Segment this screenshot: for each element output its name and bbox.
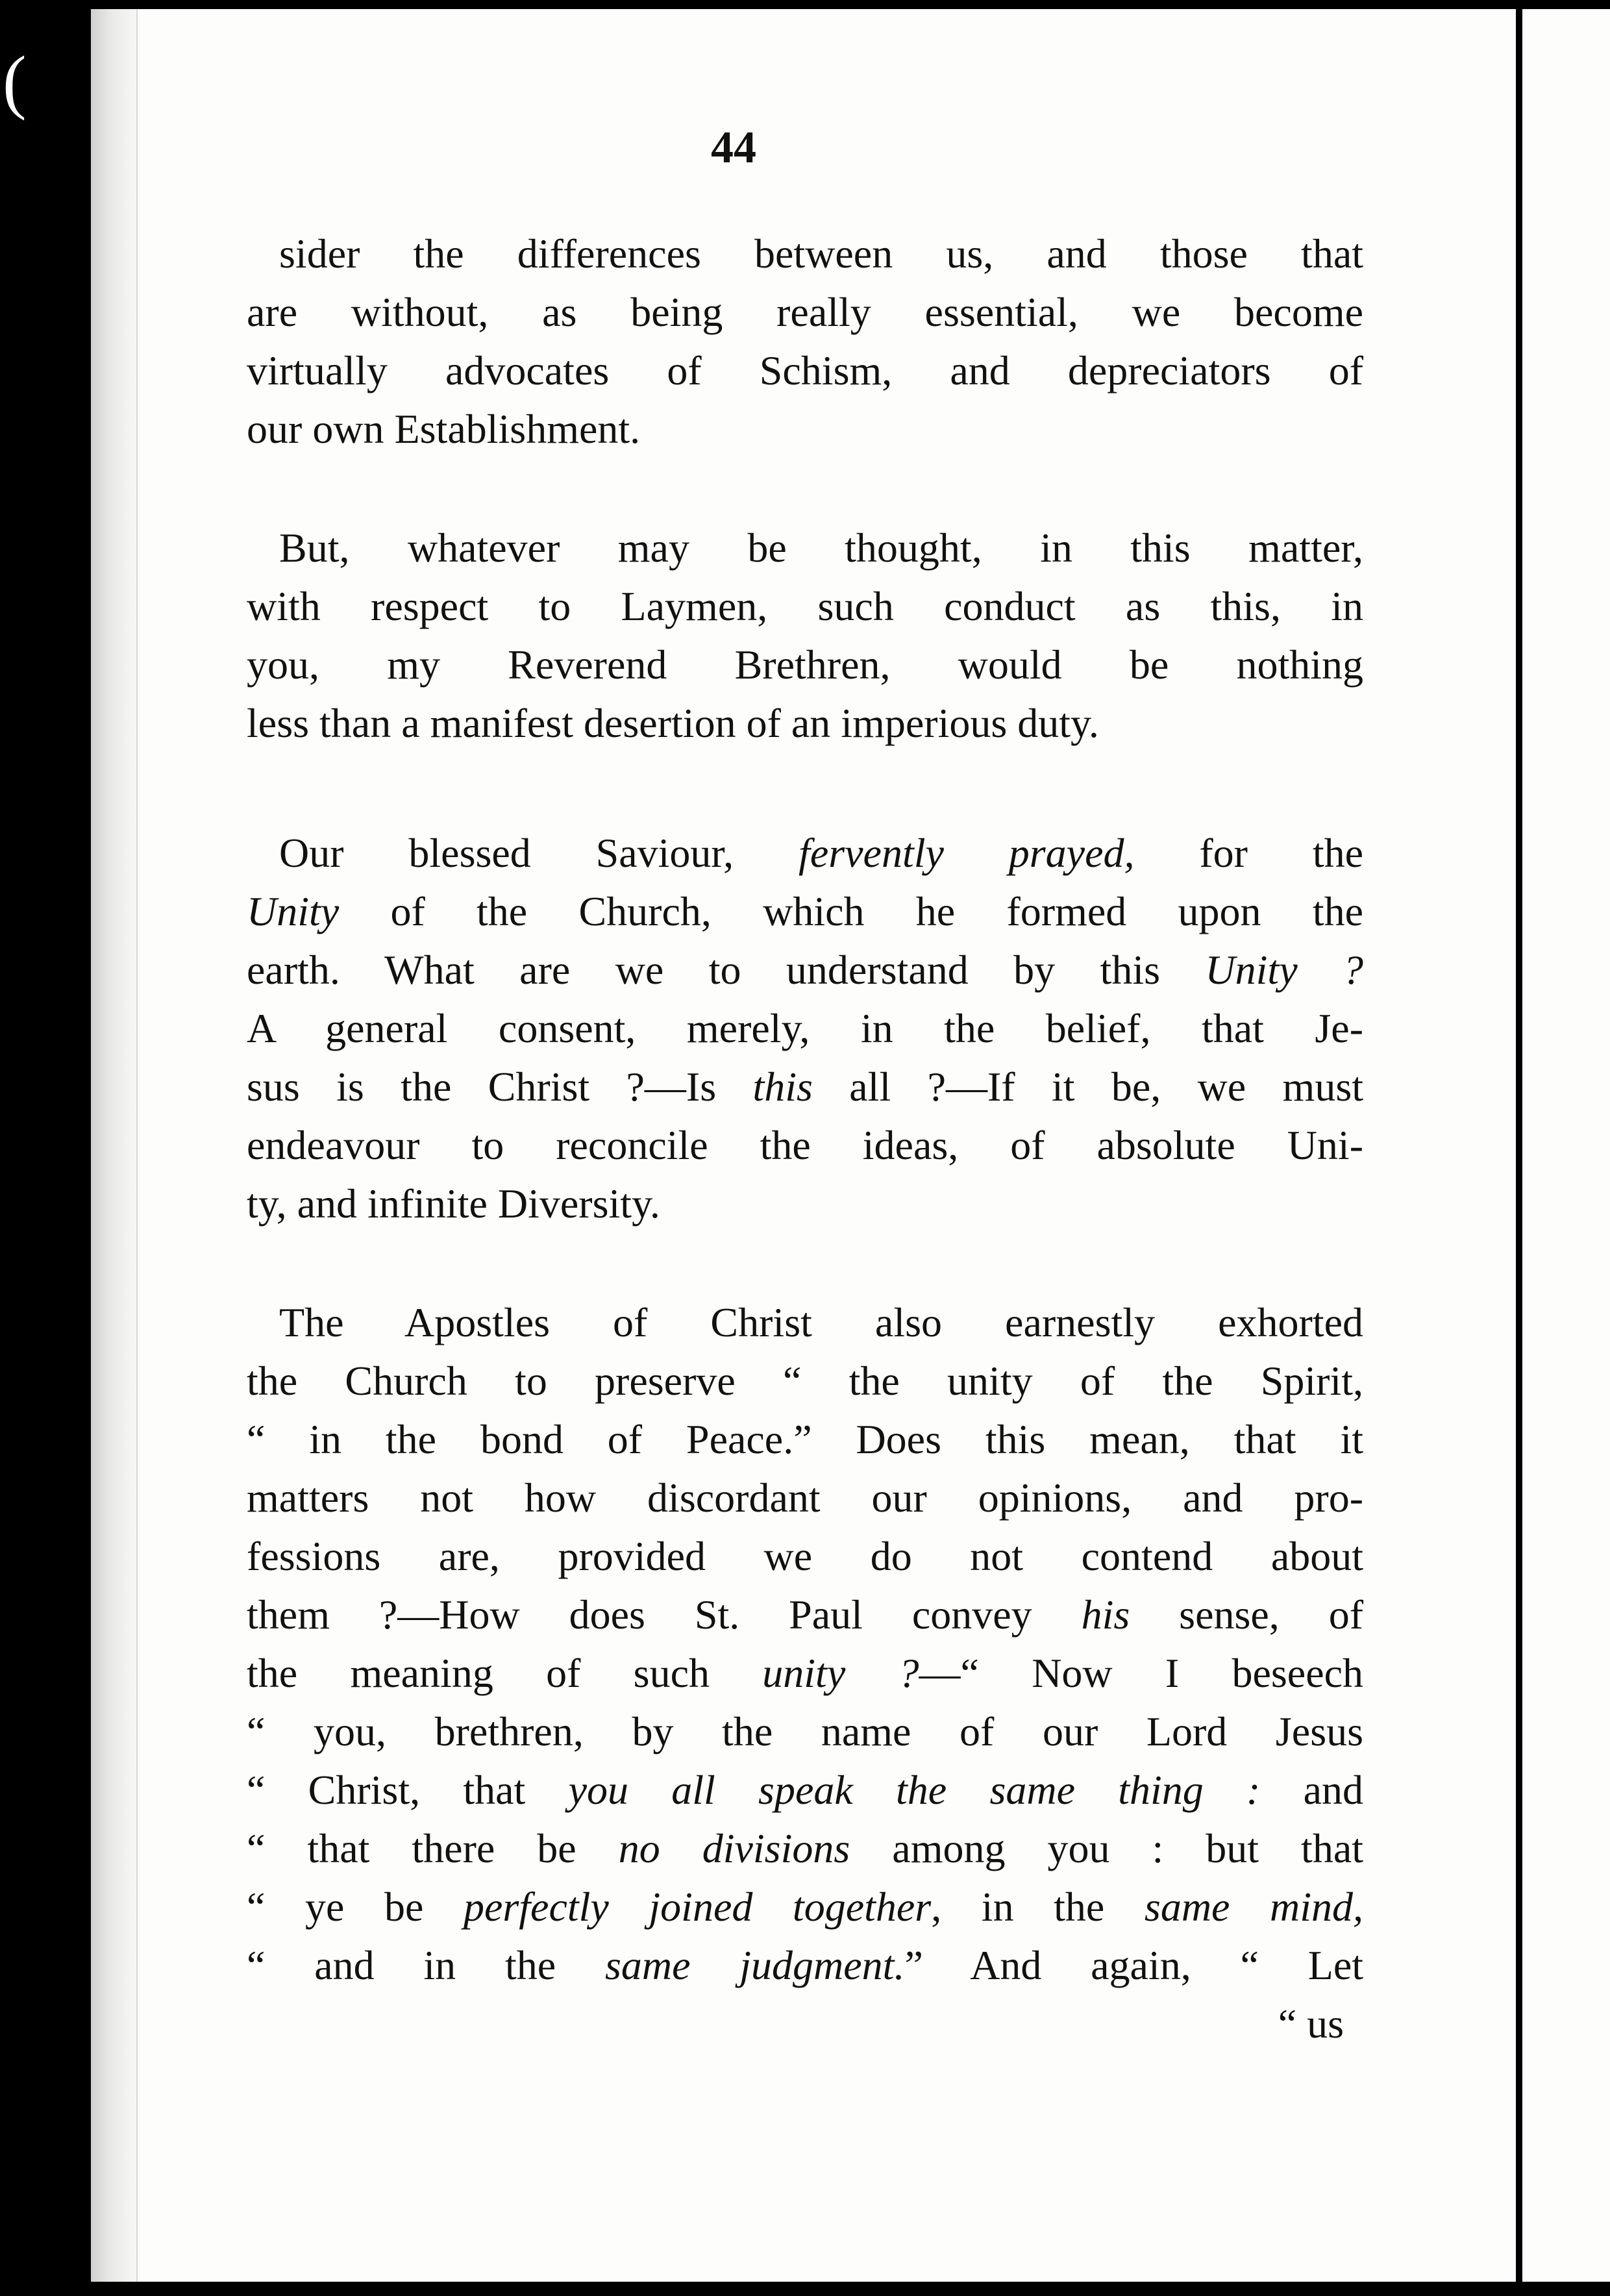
text-segment: “ that there be [247,1825,619,1871]
text-line: the Church to preserve “ the unity of the Spirit, [247,1358,1363,1404]
text-line: endeavour to reconcile the ideas, of absolute Uni- [247,1122,1363,1168]
text-segment: them ?—How does St. Paul convey [247,1591,1082,1638]
text-line [247,824,1363,882]
text-line: virtually advocates of Schism, and depreciators of [247,347,1363,393]
text-line: fessions are, provided we do not contend about [247,1533,1363,1579]
text-line [247,1586,1363,1644]
text-line [247,882,1363,941]
text-segment: among you : but that [850,1825,1364,1871]
text-line: our own Establishment. [247,406,641,452]
text-line: A general consent, merely, in the belief, that Je- [247,1005,1363,1051]
text-segment: all ?—If it be, we must [812,1064,1364,1110]
page-edge-mark: ( [3,42,27,121]
text-segment: Our blessed Saviour, [279,830,799,876]
text-segment: sense, of [1130,1591,1364,1638]
page-number: 44 [711,123,756,173]
text-line: are without, as being really essential, we become [247,289,1363,335]
text-segment: the meaning of such [247,1650,763,1696]
text-segment: , in the [931,1884,1145,1930]
text-line: But, whatever may be thought, in this matter, [279,525,1363,571]
text-segment: and [1260,1767,1364,1813]
text-segment: earth. What are we to understand by this [247,947,1206,993]
italic-text: this [752,1064,813,1110]
text-segment: for the [1134,830,1364,876]
italic-text: you all speak the same thing : [568,1767,1261,1813]
text-line: ty, and infinite Diversity. [247,1180,660,1227]
body-text [247,225,1363,2053]
text-line: matters not how discordant our opinions, and pro- [247,1475,1363,1521]
italic-text: Unity ? [1205,947,1363,993]
paragraph-3 [247,824,1363,1233]
italic-text: perfectly joined together [463,1884,932,1930]
text-line: sider the differences between us, and those that [279,231,1363,277]
italic-text: no divisions [618,1825,850,1871]
text-line [247,1819,1363,1878]
text-line: “ you, brethren, by the name of our Lord Jesus [247,1708,1363,1754]
text-line [247,941,1363,999]
text-line [247,1761,1363,1819]
italic-text: same mind, [1144,1884,1364,1930]
text-line: less than a manifest desertion of an imperious duty. [247,700,1099,746]
text-segment: “ ye be [247,1884,464,1930]
text-line: The Apostles of Christ also earnestly exhorted [279,1299,1363,1345]
text-line [247,1058,1363,1116]
text-segment: “ Christ, that [247,1767,569,1813]
text-line: “ in the bond of Peace.” Does this mean, that it [247,1416,1363,1462]
paragraph-2 [247,519,1363,753]
catchword: “ us [1278,2001,1344,2047]
text-line [247,1878,1363,1936]
page-gutter [91,9,138,2282]
text-line: you, my Reverend Brethren, would be nothing [247,642,1363,688]
text-segment: sus is the Christ ?—Is [247,1064,753,1110]
facing-page-edge [1522,9,1610,2282]
text-line [247,1644,1363,1703]
paragraph-4 [247,1293,1363,1995]
text-segment: “ and in the [247,1942,605,1988]
italic-text: his [1081,1591,1130,1638]
text-segment: of the Church, which he formed upon the [339,888,1363,934]
italic-text: same judgment. [604,1942,905,1988]
italic-text: fervently prayed, [799,830,1135,876]
text-line: with respect to Laymen, such conduct as this, in [247,583,1363,629]
italic-text: unity ? [762,1650,919,1696]
paragraph-1 [247,225,1363,458]
text-segment: —“ Now I beseech [919,1650,1364,1696]
italic-text: Unity [247,888,340,934]
text-line [247,1936,1363,1995]
text-segment: ” And again, “ Let [904,1942,1364,1988]
